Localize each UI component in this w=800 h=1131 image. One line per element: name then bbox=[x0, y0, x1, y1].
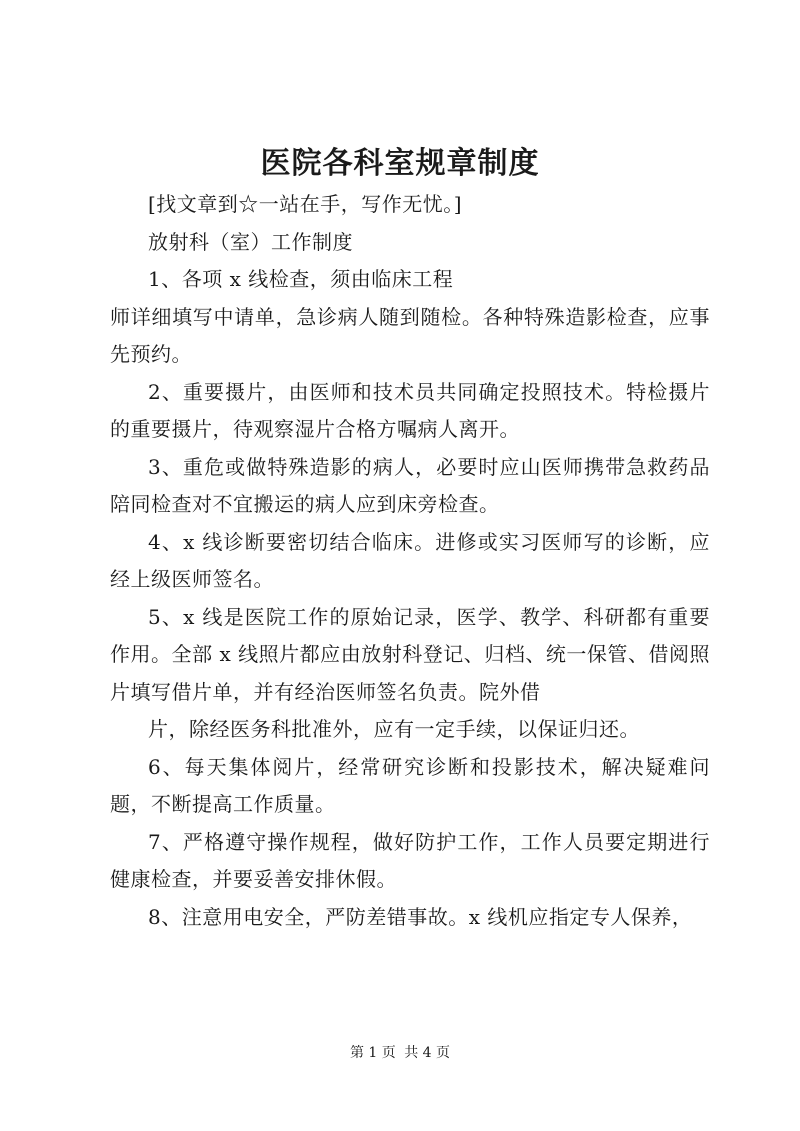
document-title: 医院各科室规章制度 bbox=[260, 146, 540, 181]
document-body bbox=[110, 186, 710, 936]
paragraph: 3、重危或做特殊造影的病人，必要时应山医师携带急救药品陪同检查对不宜搬运的病人应到床旁检查。 bbox=[110, 454, 710, 516]
paragraph: 2、重要摄片，由医师和技术员共同确定投照技术。特检摄片的重要摄片，待观察湿片合格方嘱病人离开。 bbox=[110, 379, 710, 441]
paragraph: 师详细填写中请单，急诊病人随到随检。各种特殊造影检查，应事先预约。 bbox=[110, 304, 710, 366]
paragraph: 7、严格遵守操作规程，做好防护工作，工作人员要定期进行健康检查，并要妥善安排休假。 bbox=[110, 829, 710, 891]
paragraph: 5、x 线是医院工作的原始记录，医学、教学、科研都有重要作用。全部 x 线照片都应由放射科登记、归档、统一保管、借阅照片填写借片单，并有经治医师签名负责。院外借 bbox=[110, 604, 710, 704]
paragraph: 放射科（室）工作制度 bbox=[148, 229, 353, 254]
paragraph: 6、每天集体阅片，经常研究诊断和投影技术，解决疑难问题，不断提高工作质量。 bbox=[110, 754, 710, 816]
paragraph: 片，除经医务科批准外，应有一定手续，以保证归还。 bbox=[148, 717, 640, 741]
paragraph: 4、x 线诊断要密切结合临床。进修或实习医师写的诊断，应经上级医师签名。 bbox=[110, 529, 710, 591]
paragraph: [找文章到☆一站在手，写作无忧。] bbox=[148, 192, 463, 216]
paragraph: 8、注意用电安全，严防差错事故。x 线机应指定专人保养， bbox=[148, 904, 693, 929]
paragraph: 1、各项 x 线检查，须由临床工程 bbox=[148, 267, 454, 291]
page-number: 第 1 页 bbox=[349, 1045, 396, 1061]
page-total: 共 4 页 bbox=[404, 1045, 451, 1061]
page-footer bbox=[0, 1043, 800, 1063]
